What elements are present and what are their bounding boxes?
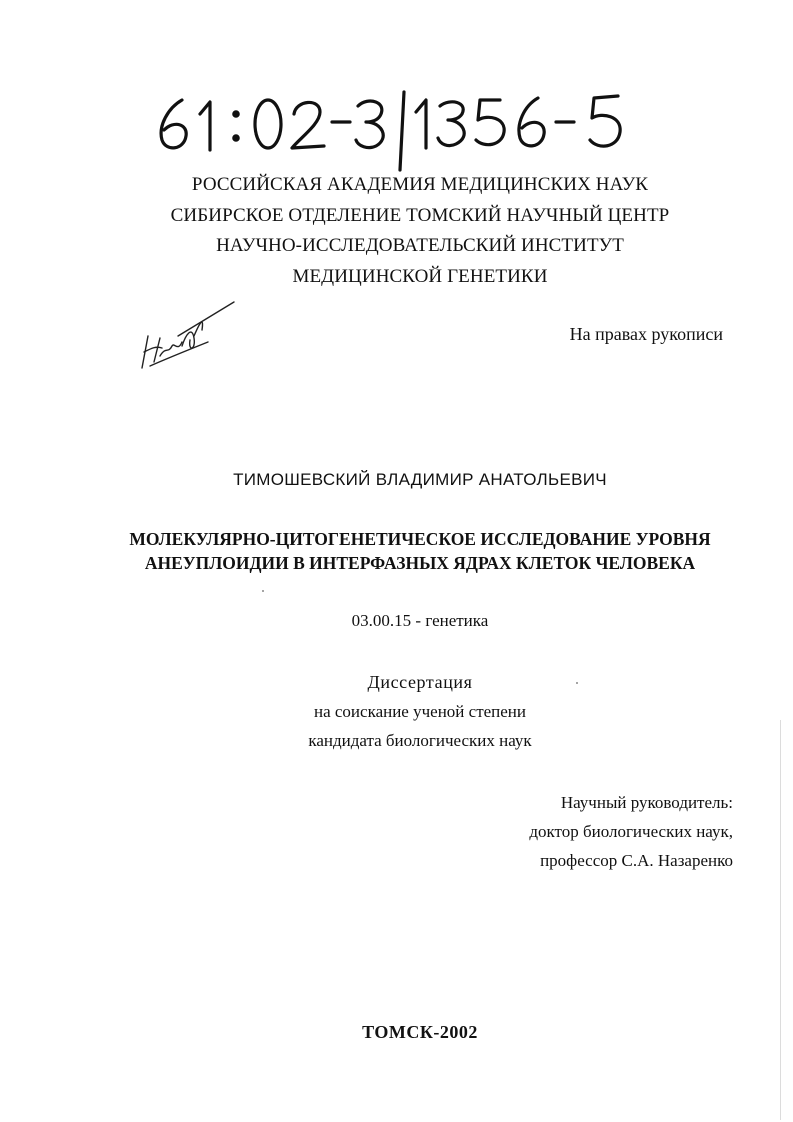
- degree-title: Диссертация: [367, 672, 473, 692]
- supervisor-label: Научный руководитель:: [560, 793, 733, 812]
- scan-speck: [576, 682, 578, 684]
- author-name: ТИМОШЕВСКИЙ ВЛАДИМИР АНАТОЛЬЕВИЧ: [233, 470, 607, 489]
- manuscript-note: На правах рукописи: [569, 324, 723, 344]
- organization-header: [0, 170, 793, 292]
- organization-line: НАУЧНО-ИССЛЕДОВАТЕЛЬСКИЙ ИНСТИТУТ: [216, 235, 624, 256]
- city-year: ТОМСК-2002: [362, 1022, 478, 1042]
- scan-edge-line: [780, 720, 781, 1120]
- specialty-code: 03.00.15 - генетика: [351, 611, 489, 630]
- archive-code-drawing: [150, 78, 630, 173]
- degree-line: кандидата биологических наук: [308, 731, 532, 750]
- supervisor-degree: доктор биологических наук,: [529, 822, 733, 841]
- scan-speck: [262, 590, 264, 592]
- supervisor-info: [529, 788, 733, 875]
- handwritten-archive-code: [150, 78, 630, 173]
- organization-line: СИБИРСКОЕ ОТДЕЛЕНИЕ ТОМСКИЙ НАУЧНЫЙ ЦЕНТР: [170, 204, 670, 226]
- degree-line: на соискание ученой степени: [313, 702, 527, 721]
- thesis-title-line: МОЛЕКУЛЯРНО-ЦИТОГЕНЕТИЧЕСКОЕ ИССЛЕДОВАНИЕ УРОВНЯ: [129, 529, 711, 549]
- supervisor-name: профессор С.А. Назаренко: [540, 851, 733, 870]
- degree-info: [0, 668, 793, 755]
- thesis-title-line: АНЕУПЛОИДИИ В ИНТЕРФАЗНЫХ ЯДРАХ КЛЕТОК ЧЕЛОВЕКА: [144, 553, 696, 573]
- organization-line: МЕДИЦИНСКОЙ ГЕНЕТИКИ: [292, 265, 548, 287]
- handwritten-signature: [138, 296, 238, 376]
- organization-line: РОССИЙСКАЯ АКАДЕМИЯ МЕДИЦИНСКИХ НАУК: [191, 174, 649, 195]
- thesis-title: [0, 527, 793, 575]
